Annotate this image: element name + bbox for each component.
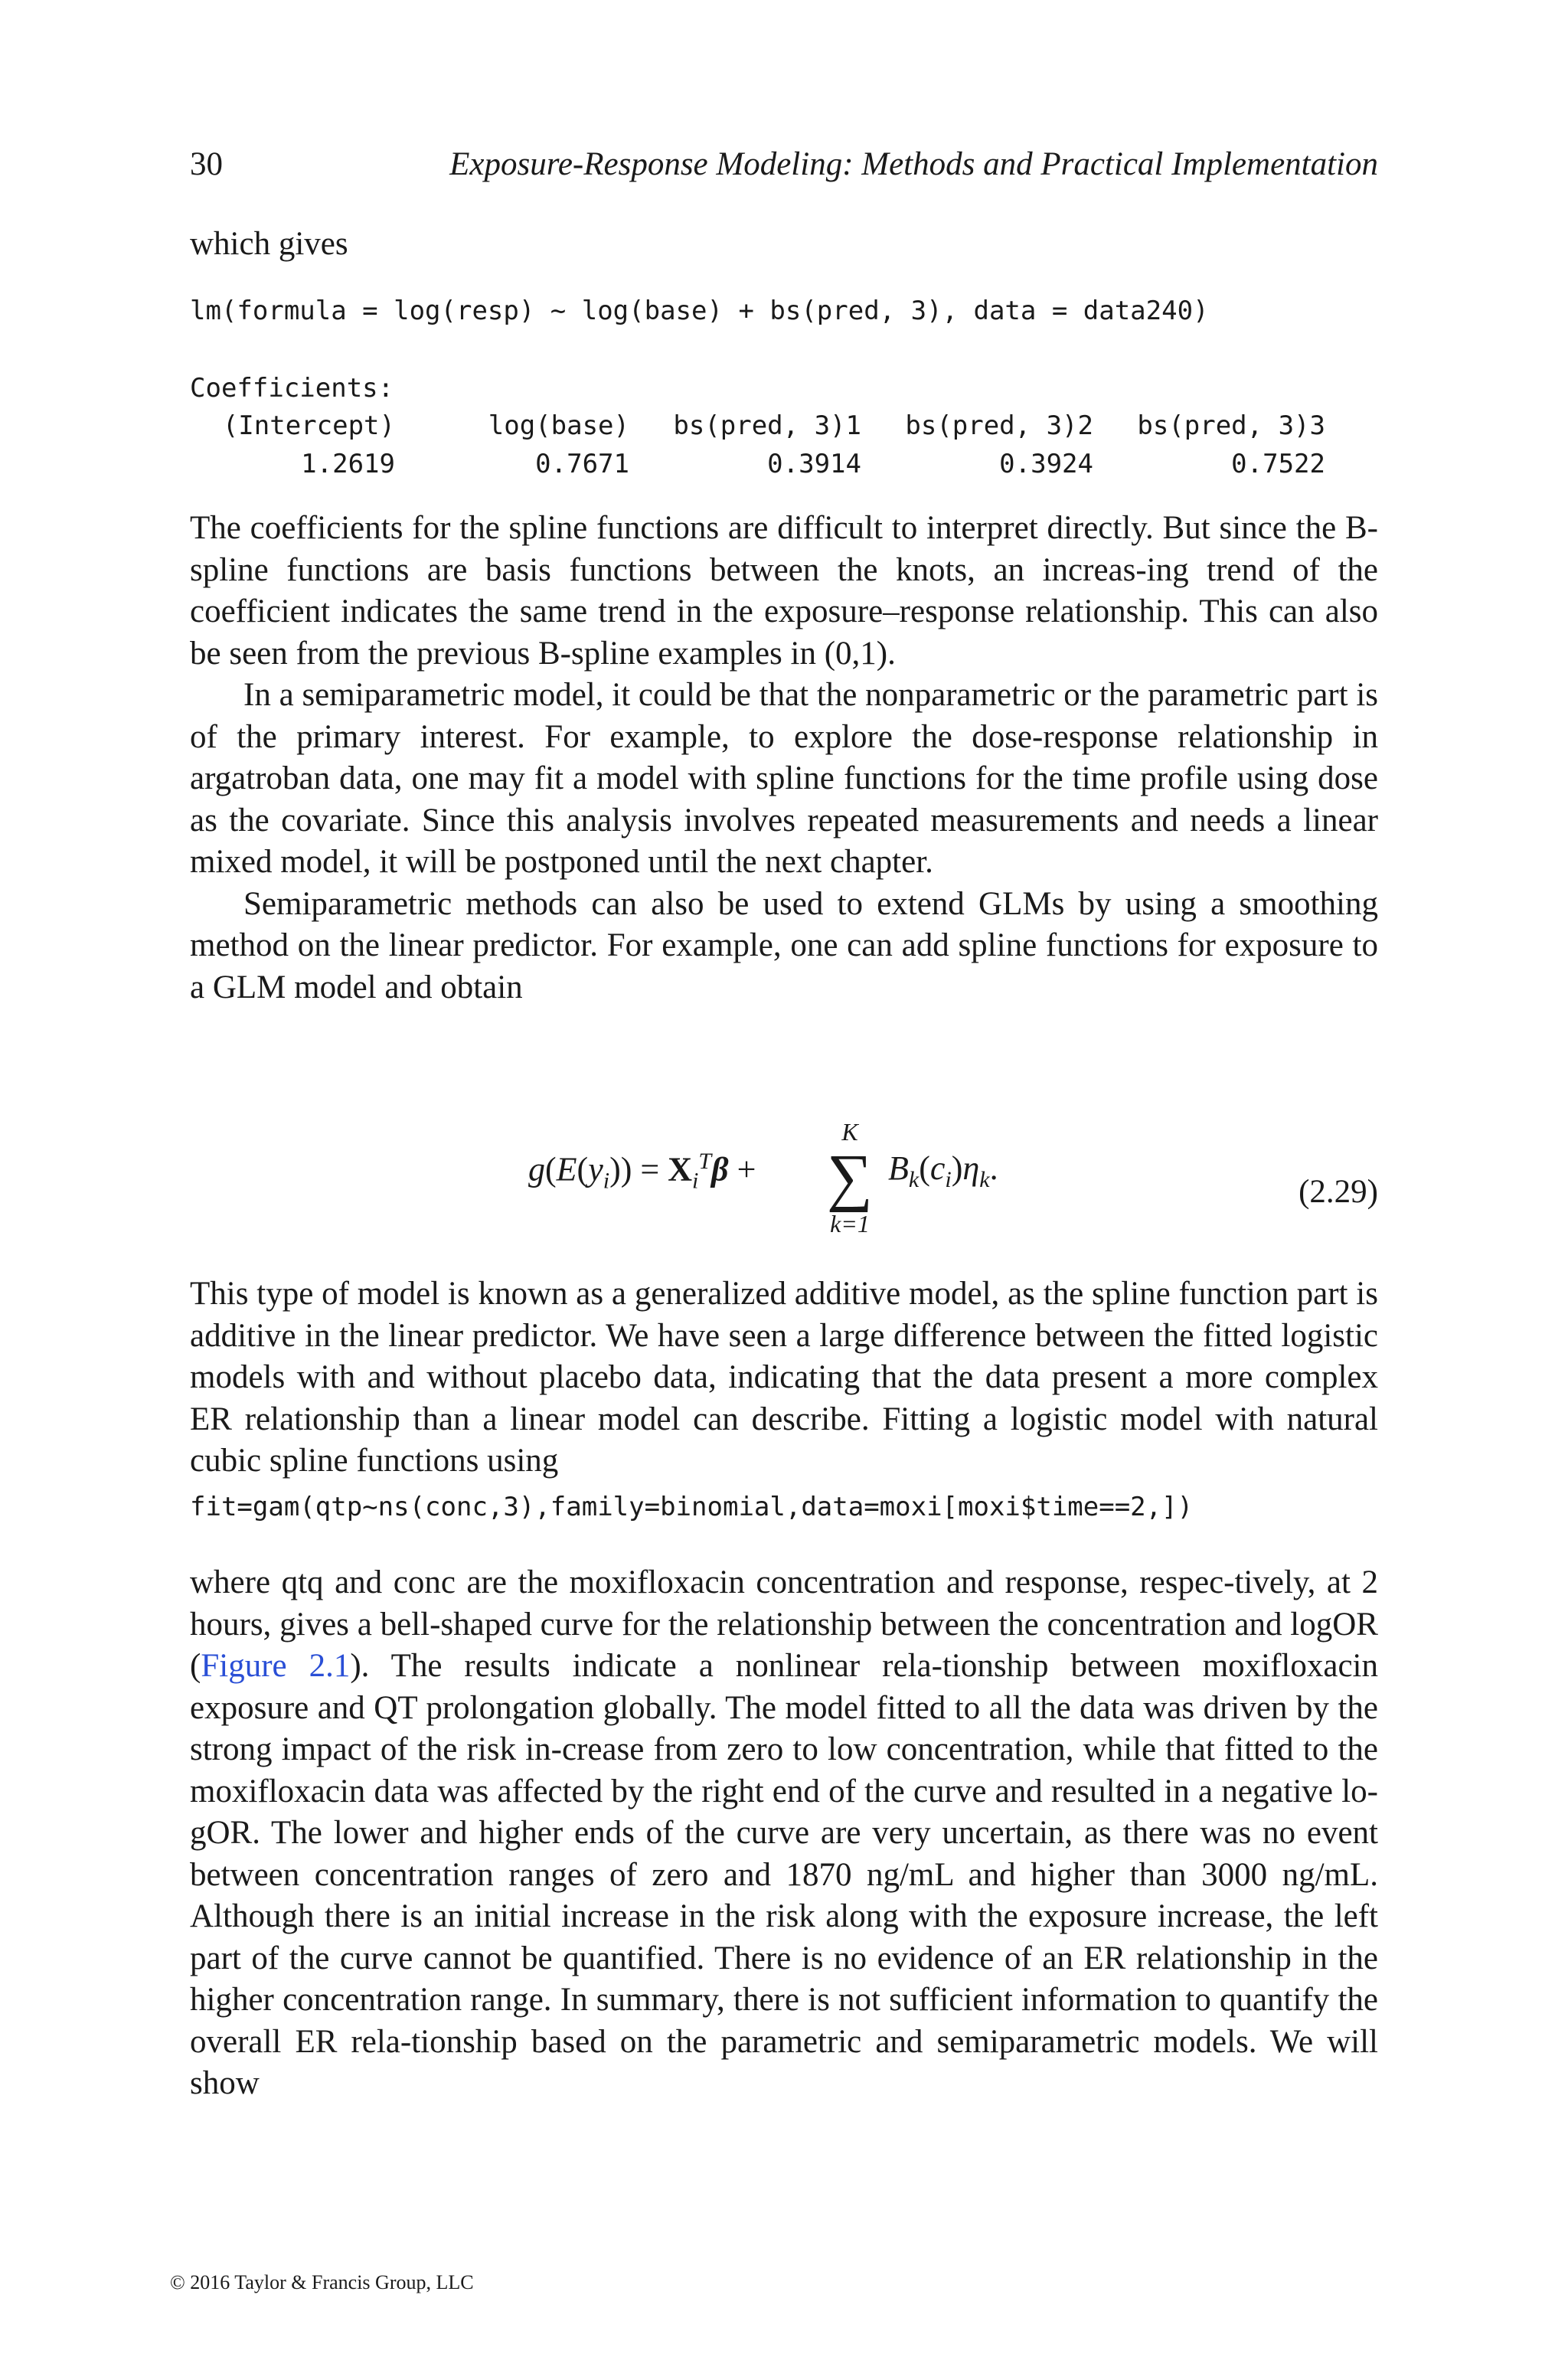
- intro-text-block: [190, 224, 1378, 266]
- figure-2-1-link[interactable]: Figure 2.1: [201, 1648, 351, 1684]
- coefficients-value-row: [190, 449, 1323, 487]
- code-lm: lm(formula = log(resp) ~ log(base) + bs(pred, 3), data = data240): [190, 296, 1209, 326]
- equation-number: (2.29): [1298, 1174, 1378, 1210]
- intro-text: which gives: [190, 226, 348, 262]
- sum-operator: K ∑ k=1: [819, 1118, 880, 1237]
- coefficients-header-row: [190, 410, 1323, 449]
- paragraph-5-end: ). The results indicate a nonlinear rela-tionship between moxifloxacin exposure and QT prolongation globally. The model fitted to all the data was driven by the strong impact of the risk in-crease from zero to low concentration, while that fitted to the moxifloxacin data was affected by the right end of the curve and resulted in a negative lo-gOR. The lower and higher ends of the curve are very uncertain, as there was no event between concentration ranges of zero and 1870 ng/mL and higher than 3000 ng/mL. Although there is an initial increase in the risk along with the exposure increase, the left part of the curve cannot be quantified. There is no evidence of an ER relationship in the higher concentration range. In summary, there is not sufficient information to quantify the overall ER rela-tionship based on the parametric and semiparametric models. We will show: [190, 1648, 1378, 2101]
- copyright-footer: © 2016 Taylor & Francis Group, LLC: [170, 2271, 474, 2293]
- coef-val-bs3: 0.7522: [1231, 449, 1325, 479]
- body-text-block-1: [190, 508, 1378, 1008]
- paragraph-4: This type of model is known as a generalized additive model, as the spline function part is additive in the linear predictor. We have seen a large difference between the fitted logistic models with and without placebo data, indicating that the data present a more complex ER relationship than a linear model can describe. Fitting a logistic model with natural cubic spline functions using: [190, 1276, 1378, 1479]
- sum-lower-limit: k=1: [830, 1210, 870, 1237]
- code-gam: fit=gam(qtp~ns(conc,3),family=binomial,data=moxi[moxi$time==2,]): [190, 1492, 1194, 1522]
- equation-sum-term: $B_k(c_i)\eta_k$.: [888, 1149, 998, 1192]
- coef-col-intercept: (Intercept): [222, 410, 395, 441]
- running-title: Exposure-Response Modeling: Methods and Practical Implementation: [449, 146, 1378, 182]
- coef-col-bs2: bs(pred, 3)2: [905, 410, 1093, 441]
- coef-val-intercept: 1.2619: [301, 449, 395, 479]
- coef-val-bs2: 0.3924: [999, 449, 1093, 479]
- equation-2-29: [0, 1118, 1568, 1263]
- equation-body: $g(E(y_i)) = X_i^T\beta$ +: [528, 1149, 756, 1194]
- paragraph-3: Semiparametric methods can also be used to extend GLMs by using a smoothing method on the linear predictor. For example, one can add spline functions for exposure to a GLM model and obtain: [190, 885, 1378, 1005]
- paragraph-2: In a semiparametric model, it could be that the nonparametric or the parametric part is of the primary interest. For example, to explore the dose-response relationship in argatroban data, one may fit a model with spline functions for the time profile using dose as the covariate. Since this analysis involves repeated measurements and needs a linear mixed model, it will be postponed until the next chapter.: [190, 677, 1378, 880]
- coef-col-bs1: bs(pred, 3)1: [673, 410, 861, 441]
- running-header: [190, 145, 1378, 191]
- coef-val-bs1: 0.3914: [767, 449, 861, 479]
- body-text-block-2: [190, 1273, 1378, 1482]
- coef-col-bs3: bs(pred, 3)3: [1137, 410, 1325, 441]
- paragraph-5-start: where qtq and conc are the moxifloxacin concentration and response, respec-tively, at 2 hours, gives a bell-shaped curve for the relationship between the concentration and logOR (: [190, 1564, 1378, 1684]
- coef-col-logbase: log(base): [488, 410, 629, 441]
- body-text-block-3: [190, 1562, 1378, 2105]
- coef-val-logbase: 0.7671: [535, 449, 629, 479]
- coefficients-heading: Coefficients:: [190, 373, 394, 404]
- coefficients-table: [190, 410, 1323, 487]
- page-number: 30: [190, 146, 223, 182]
- sum-upper-limit: K: [841, 1118, 858, 1146]
- paragraph-5: [190, 1562, 1378, 2105]
- paragraph-1: The coefficients for the spline functions are difficult to interpret directly. But since the B-spline functions are basis functions between the knots, an increas-ing trend of the coefficient indicates the same trend in the exposure–response relationship. This can also be seen from the previous B-spline examples in (0,1).: [190, 510, 1378, 672]
